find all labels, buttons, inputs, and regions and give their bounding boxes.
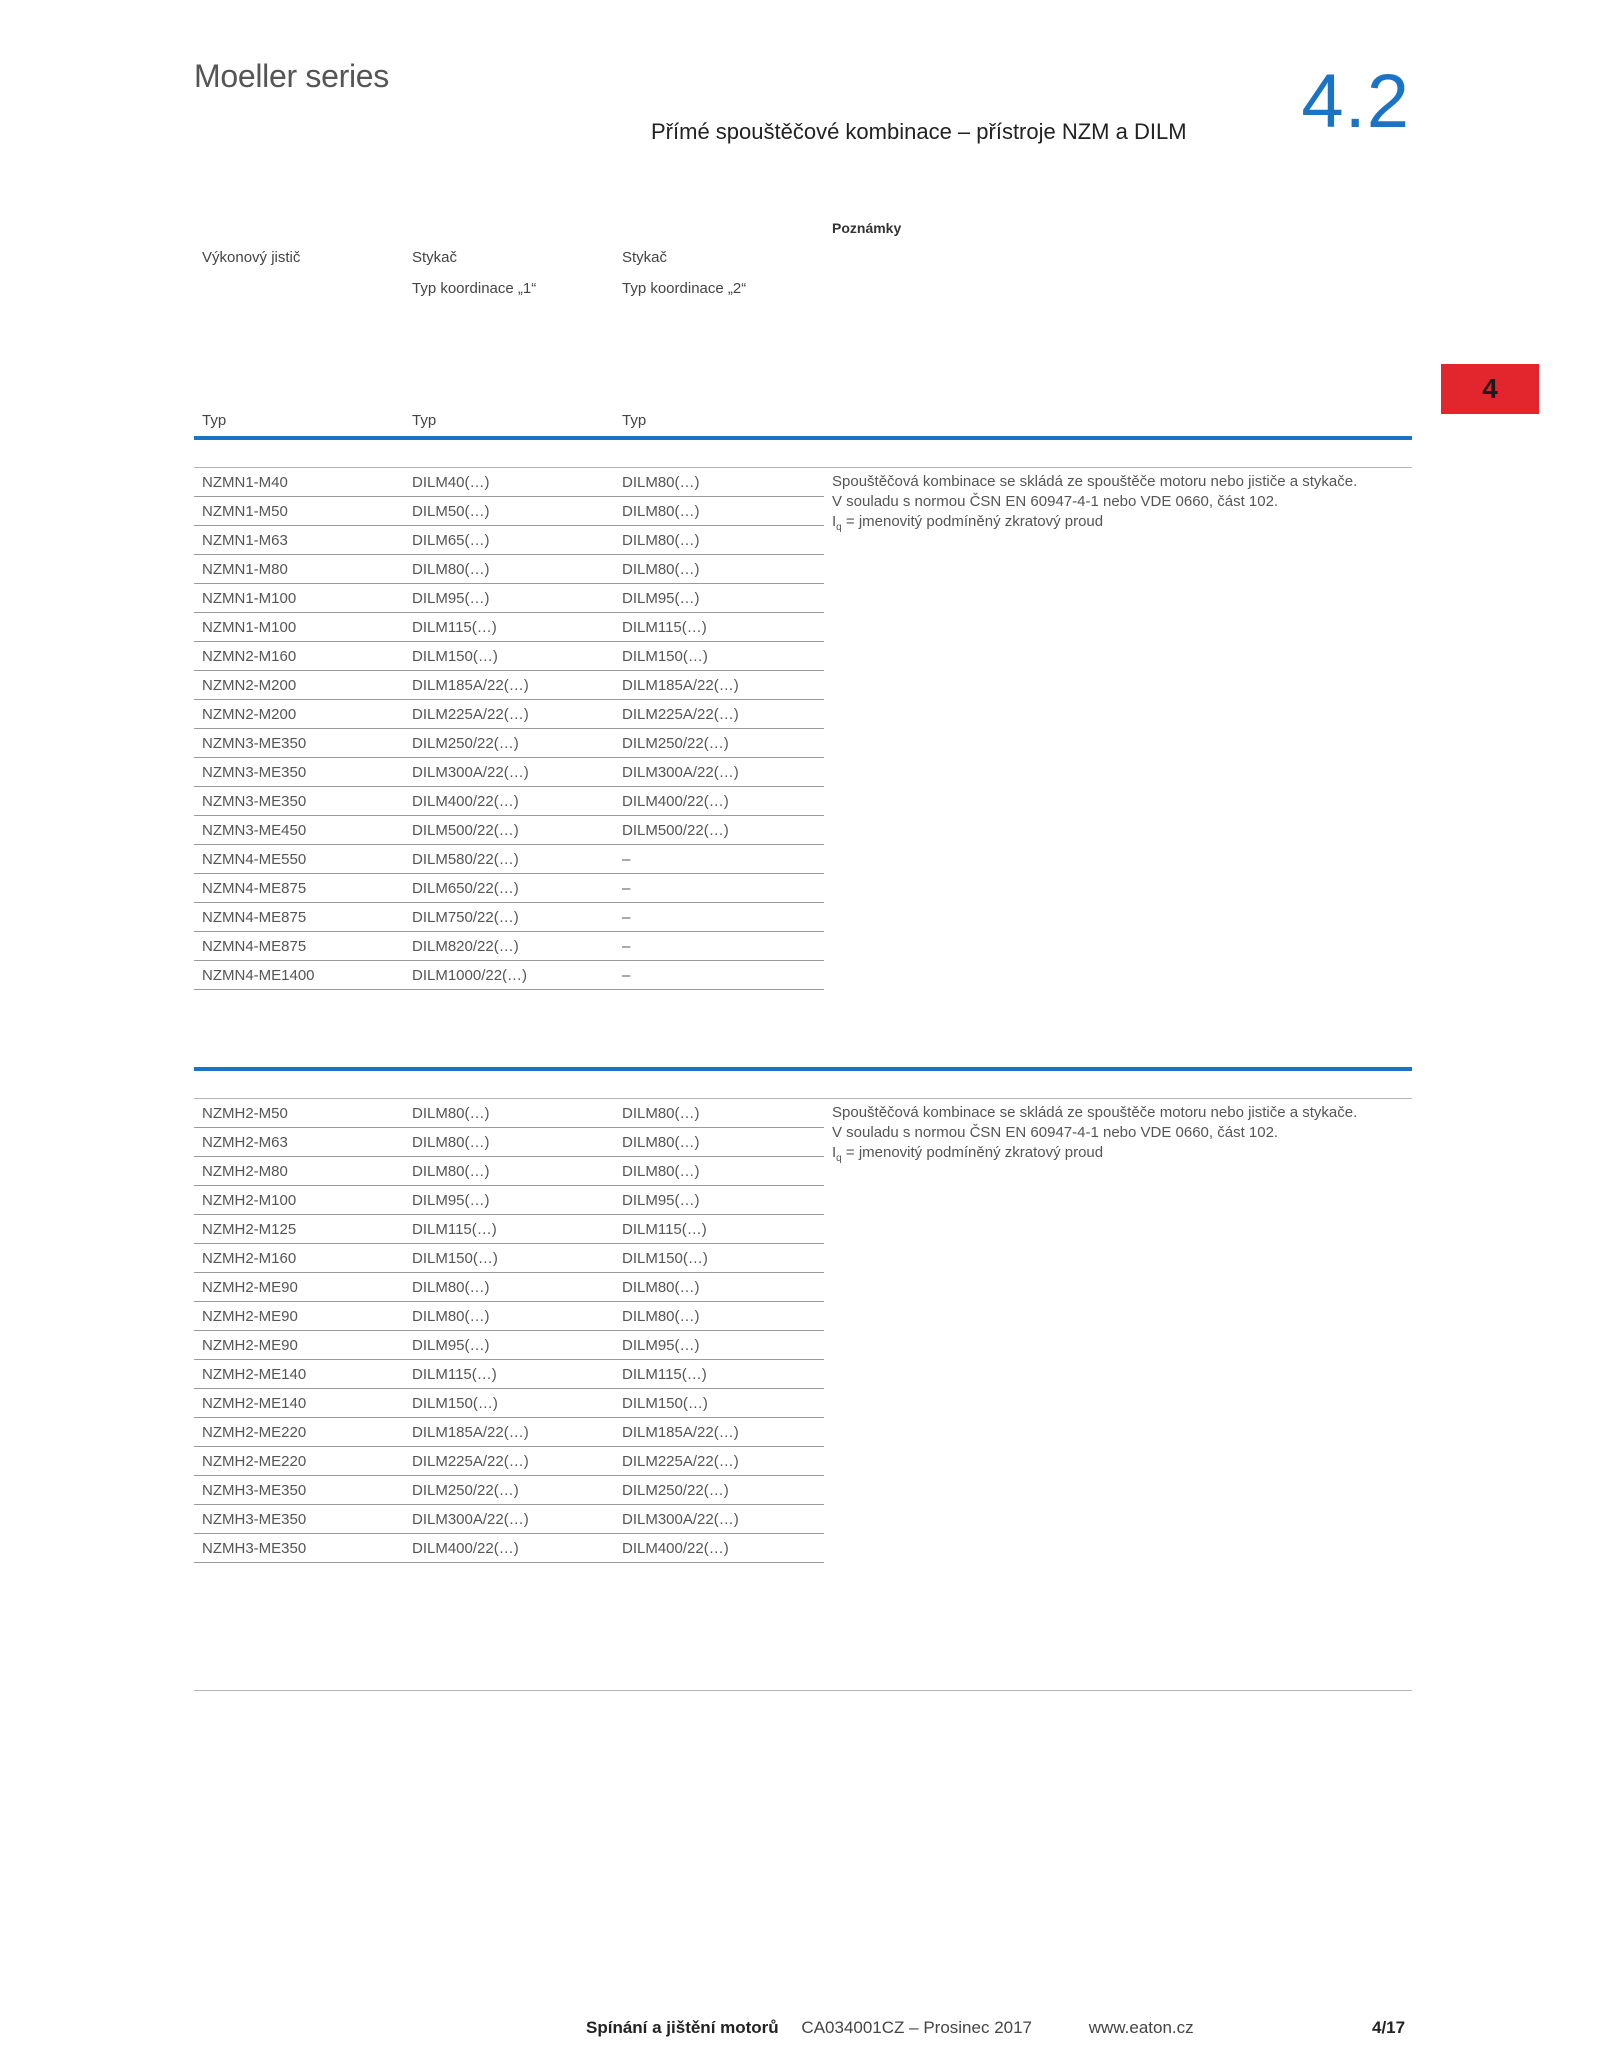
contactor1-cell: DILM650/22(…) xyxy=(404,874,614,903)
contactor2-cell: DILM115(…) xyxy=(614,1215,824,1244)
contactor2-cell: – xyxy=(614,961,824,990)
table-row xyxy=(194,642,824,671)
contactor2-cell: DILM185A/22(…) xyxy=(614,1418,824,1447)
footer xyxy=(586,2018,1406,2038)
breaker-cell: NZMH2-M160 xyxy=(194,1244,404,1273)
contactor2-cell: DILM400/22(…) xyxy=(614,787,824,816)
contactor2-cell: DILM150(…) xyxy=(614,1389,824,1418)
contactor1-cell: DILM40(…) xyxy=(404,468,614,497)
contactor2-cell: DILM95(…) xyxy=(614,1331,824,1360)
contactor1-cell: DILM50(…) xyxy=(404,497,614,526)
table-row xyxy=(194,526,824,555)
coord1-header: Typ koordinace „1“ xyxy=(412,280,537,297)
table-row xyxy=(194,932,824,961)
breaker-cell: NZMN1-M80 xyxy=(194,555,404,584)
contactor1-cell: DILM1000/22(…) xyxy=(404,961,614,990)
iq-subscript: q xyxy=(836,522,842,533)
breaker-cell: NZMN1-M100 xyxy=(194,584,404,613)
page-title: Přímé spouštěčové kombinace – přístroje NZM a DILM xyxy=(651,119,1187,144)
table-row xyxy=(194,1418,824,1447)
contactor1-cell: DILM400/22(…) xyxy=(404,1534,614,1563)
footer-web-link[interactable]: www.eaton.cz xyxy=(1088,2018,1194,2037)
type-header-1: Typ xyxy=(202,412,227,429)
contactor2-cell: DILM300A/22(…) xyxy=(614,758,824,787)
contactor1-cell: DILM95(…) xyxy=(404,1331,614,1360)
contactor1-cell: DILM225A/22(…) xyxy=(404,700,614,729)
type-header-2: Typ xyxy=(412,412,437,429)
breaker-header: Výkonový jistič xyxy=(202,249,301,266)
table-row xyxy=(194,613,824,642)
page-number: 4/17 xyxy=(1372,2018,1406,2037)
breaker-cell: NZMN1-M100 xyxy=(194,613,404,642)
breaker-cell: NZMN1-M40 xyxy=(194,468,404,497)
contactor1-cell: DILM115(…) xyxy=(404,1215,614,1244)
contactor2-cell: DILM80(…) xyxy=(614,1273,824,1302)
contactor2-cell: DILM150(…) xyxy=(614,1244,824,1273)
contactor1-cell: DILM150(…) xyxy=(404,1389,614,1418)
contactor2-cell: DILM80(…) xyxy=(614,1302,824,1331)
contactor1-cell: DILM250/22(…) xyxy=(404,729,614,758)
contactor1-cell: DILM80(…) xyxy=(404,1273,614,1302)
breaker-cell: NZMN3-ME450 xyxy=(194,816,404,845)
table-row xyxy=(194,555,824,584)
breaker-cell: NZMN4-ME875 xyxy=(194,932,404,961)
contactor1-cell: DILM115(…) xyxy=(404,613,614,642)
table-row xyxy=(194,468,824,497)
table-row xyxy=(194,1157,824,1186)
table-row xyxy=(194,903,824,932)
table-row xyxy=(194,1360,824,1389)
contactor2-cell: DILM225A/22(…) xyxy=(614,1447,824,1476)
breaker-cell: NZMH2-ME90 xyxy=(194,1302,404,1331)
footer-code: CA034001CZ – Prosinec 2017 xyxy=(801,2018,1033,2037)
table-row xyxy=(194,1128,824,1157)
contactor1-cell: DILM250/22(…) xyxy=(404,1476,614,1505)
breaker-cell: NZMH2-M50 xyxy=(194,1099,404,1128)
header-rule xyxy=(194,436,1412,440)
contactor1-cell: DILM400/22(…) xyxy=(404,787,614,816)
table-row xyxy=(194,845,824,874)
contactor2-cell: DILM185A/22(…) xyxy=(614,671,824,700)
contactor2-cell: DILM250/22(…) xyxy=(614,729,824,758)
contactor1-cell: DILM580/22(…) xyxy=(404,845,614,874)
contactor1-cell: DILM115(…) xyxy=(404,1360,614,1389)
contactor1-cell: DILM225A/22(…) xyxy=(404,1447,614,1476)
notes-header: Poznámky xyxy=(832,220,902,236)
table-row xyxy=(194,874,824,903)
breaker-cell: NZMH2-ME140 xyxy=(194,1389,404,1418)
contactor2-cell: DILM80(…) xyxy=(614,1128,824,1157)
contactor2-cell: – xyxy=(614,874,824,903)
contactor2-cell: DILM150(…) xyxy=(614,642,824,671)
contactor2-cell: DILM80(…) xyxy=(614,1157,824,1186)
iq-definition: = jmenovitý podmíněný zkratový proud xyxy=(841,513,1104,530)
breaker-cell: NZMN2-M200 xyxy=(194,700,404,729)
note-line xyxy=(832,1143,1432,1169)
contactor2-cell: DILM400/22(…) xyxy=(614,1534,824,1563)
iq-definition: = jmenovitý podmíněný zkratový proud xyxy=(841,1144,1104,1161)
table-row xyxy=(194,497,824,526)
contactor2-cell: DILM500/22(…) xyxy=(614,816,824,845)
contactor1-cell: DILM500/22(…) xyxy=(404,816,614,845)
note-line: V souladu s normou ČSN EN 60947-4-1 nebo VDE 0660, část 102. xyxy=(832,1124,1279,1141)
breaker-cell: NZMH2-M80 xyxy=(194,1157,404,1186)
contactor1-cell: DILM80(…) xyxy=(404,1302,614,1331)
breaker-cell: NZMN3-ME350 xyxy=(194,758,404,787)
note-line: V souladu s normou ČSN EN 60947-4-1 nebo VDE 0660, část 102. xyxy=(832,493,1279,510)
table-row xyxy=(194,1534,824,1563)
nzmh-table xyxy=(194,1099,824,1563)
contactor1-cell: DILM300A/22(…) xyxy=(404,758,614,787)
table-row xyxy=(194,584,824,613)
breaker-cell: NZMN4-ME550 xyxy=(194,845,404,874)
breaker-cell: NZMH3-ME350 xyxy=(194,1505,404,1534)
nzmn-table xyxy=(194,468,824,990)
table-row xyxy=(194,758,824,787)
table-row xyxy=(194,700,824,729)
breaker-cell: NZMN2-M160 xyxy=(194,642,404,671)
contactor2-cell: DILM80(…) xyxy=(614,526,824,555)
breaker-cell: NZMH3-ME350 xyxy=(194,1534,404,1563)
table-row xyxy=(194,1099,824,1128)
contactor1-cell: DILM80(…) xyxy=(404,555,614,584)
table-row xyxy=(194,961,824,990)
breaker-cell: NZMN2-M200 xyxy=(194,671,404,700)
contactor1-cell: DILM820/22(…) xyxy=(404,932,614,961)
contactor1-cell: DILM80(…) xyxy=(404,1099,614,1128)
contactor1-cell: DILM750/22(…) xyxy=(404,903,614,932)
breaker-cell: NZMH2-M100 xyxy=(194,1186,404,1215)
table-row xyxy=(194,1331,824,1360)
contactor2-cell: DILM95(…) xyxy=(614,584,824,613)
breaker-cell: NZMN1-M50 xyxy=(194,497,404,526)
iq-symbol: I xyxy=(832,513,837,530)
table-row xyxy=(194,1389,824,1418)
contactor2-cell: – xyxy=(614,845,824,874)
series-title: Moeller series xyxy=(194,58,389,94)
chapter-tab[interactable]: 4 xyxy=(1441,364,1539,414)
contactor1-cell: DILM150(…) xyxy=(404,1244,614,1273)
contactor2-cell: DILM225A/22(…) xyxy=(614,700,824,729)
contactor1-cell: DILM95(…) xyxy=(404,584,614,613)
iq-subscript: q xyxy=(836,1153,842,1164)
contactor2-cell: DILM80(…) xyxy=(614,1099,824,1128)
contactor1-cell: DILM300A/22(…) xyxy=(404,1505,614,1534)
contactor1-cell: DILM150(…) xyxy=(404,642,614,671)
contactor1-cell: DILM185A/22(…) xyxy=(404,671,614,700)
coord2-header: Typ koordinace „2“ xyxy=(622,280,747,297)
table-row xyxy=(194,1244,824,1273)
note-line: Spouštěčová kombinace se skládá ze spouštěče motoru nebo jističe a stykače. xyxy=(832,1104,1358,1121)
breaker-cell: NZMH2-ME220 xyxy=(194,1447,404,1476)
section2-rule xyxy=(194,1067,1412,1071)
contactor2-cell: DILM80(…) xyxy=(614,497,824,526)
breaker-cell: NZMN1-M63 xyxy=(194,526,404,555)
table-row xyxy=(194,1186,824,1215)
table-row xyxy=(194,1505,824,1534)
type-header-3: Typ xyxy=(622,412,647,429)
breaker-cell: NZMN4-ME875 xyxy=(194,903,404,932)
contactor1-cell: DILM95(…) xyxy=(404,1186,614,1215)
iq-symbol: I xyxy=(832,1144,837,1161)
table-row xyxy=(194,1447,824,1476)
table-row xyxy=(194,1476,824,1505)
breaker-cell: NZMH3-ME350 xyxy=(194,1476,404,1505)
chapter-number: 4.2 xyxy=(1301,59,1410,144)
contactor2-cell: – xyxy=(614,932,824,961)
breaker-cell: NZMH2-M63 xyxy=(194,1128,404,1157)
breaker-cell: NZMH2-ME140 xyxy=(194,1360,404,1389)
contactor2-cell: DILM115(…) xyxy=(614,613,824,642)
contactor2-cell: DILM95(…) xyxy=(614,1186,824,1215)
breaker-cell: NZMH2-ME220 xyxy=(194,1418,404,1447)
contactor2-cell: DILM250/22(…) xyxy=(614,1476,824,1505)
contactor2-cell: DILM80(…) xyxy=(614,468,824,497)
note-line: Spouštěčová kombinace se skládá ze spouštěče motoru nebo jističe a stykače. xyxy=(832,473,1358,490)
section1-note xyxy=(832,472,1432,538)
breaker-cell: NZMH2-ME90 xyxy=(194,1273,404,1302)
breaker-cell: NZMN4-ME1400 xyxy=(194,961,404,990)
breaker-cell: NZMN4-ME875 xyxy=(194,874,404,903)
breaker-cell: NZMN3-ME350 xyxy=(194,787,404,816)
contactor1-header: Stykač xyxy=(412,249,458,266)
breaker-cell: NZMH2-M125 xyxy=(194,1215,404,1244)
contactor2-cell: DILM300A/22(…) xyxy=(614,1505,824,1534)
contactor2-cell: – xyxy=(614,903,824,932)
contactor1-cell: DILM80(…) xyxy=(404,1157,614,1186)
contactor1-cell: DILM80(…) xyxy=(404,1128,614,1157)
table-row xyxy=(194,671,824,700)
breaker-cell: NZMH2-ME90 xyxy=(194,1331,404,1360)
breaker-cell: NZMN3-ME350 xyxy=(194,729,404,758)
contactor2-header: Stykač xyxy=(622,249,668,266)
table-row xyxy=(194,729,824,758)
table-row xyxy=(194,816,824,845)
section2-note xyxy=(832,1103,1432,1169)
table-row xyxy=(194,787,824,816)
table-row xyxy=(194,1215,824,1244)
contactor2-cell: DILM80(…) xyxy=(614,555,824,584)
note-line xyxy=(832,512,1432,538)
contactor2-cell: DILM115(…) xyxy=(614,1360,824,1389)
contactor1-cell: DILM185A/22(…) xyxy=(404,1418,614,1447)
table-row xyxy=(194,1273,824,1302)
bottom-rule xyxy=(194,1690,1412,1691)
table-row xyxy=(194,1302,824,1331)
footer-title: Spínání a jištění motorů xyxy=(586,2018,779,2037)
contactor1-cell: DILM65(…) xyxy=(404,526,614,555)
